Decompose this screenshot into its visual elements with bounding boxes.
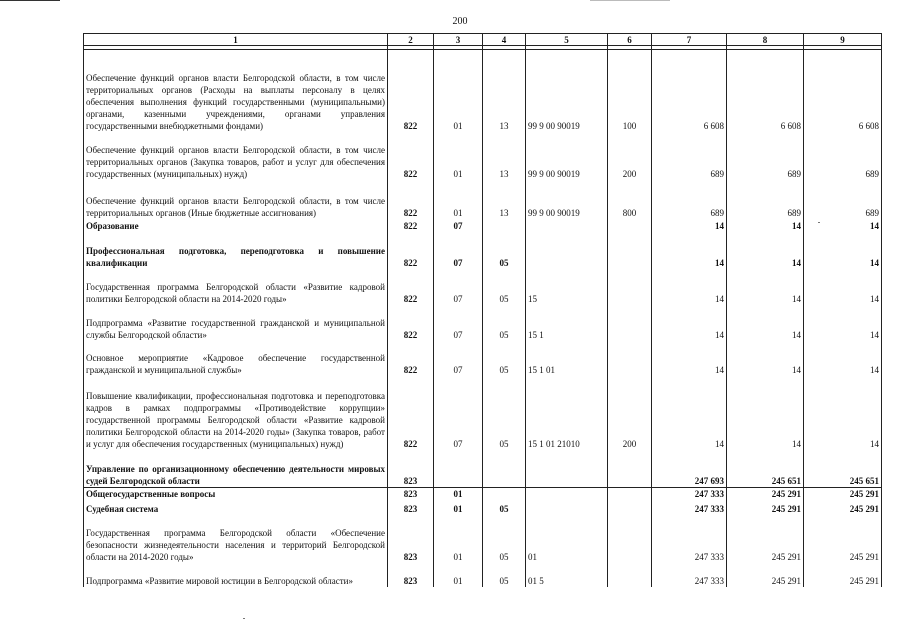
cell-c5: 15 1	[526, 305, 608, 341]
header-cell: 8	[727, 34, 804, 46]
cell-c7: 689	[652, 132, 727, 180]
cell-c5	[526, 219, 608, 232]
cell-c9: 689	[804, 180, 882, 219]
cell-c6	[608, 450, 652, 488]
cell-c2: 822	[388, 305, 434, 341]
cell-c7: 14	[652, 269, 727, 305]
cell-c2: 822	[388, 50, 434, 132]
cell-c5: 01 5	[526, 563, 608, 587]
scan-mark	[818, 222, 820, 223]
cell-c6	[608, 219, 652, 232]
header-row	[84, 34, 882, 46]
row-name: Обеспечение функций органов власти Белгородской области, в том числе территориальных органов (Расходы на выплаты персоналу в целях обеспечения выполнения функций государственными (муниципальными) органами, казенными учреждениями, органами управления государственными внебюджетными фондами)	[84, 50, 388, 132]
table-row	[84, 500, 882, 515]
cell-c2: 823	[388, 515, 434, 563]
cell-c8: 245 291	[727, 563, 804, 587]
cell-c2: 823	[388, 500, 434, 515]
cell-c7: 247 333	[652, 563, 727, 587]
cell-c9: 245 651	[804, 450, 882, 488]
row-name: Управление по организационному обеспечению деятельности мировых судей Белгородской области	[84, 450, 388, 488]
table-row	[84, 50, 882, 132]
cell-c3: 01	[434, 180, 483, 219]
cell-c6	[608, 515, 652, 563]
row-name: Судебная система	[84, 500, 388, 515]
cell-c3	[434, 450, 483, 488]
cell-c4: 05	[483, 341, 526, 376]
row-name: Подпрограмма «Развитие государственной гражданской и муниципальной службы Белгородской области»	[84, 305, 388, 341]
cell-c5: 99 9 00 90019	[526, 50, 608, 132]
cell-c7: 14	[652, 376, 727, 450]
cell-c9: 14	[804, 305, 882, 341]
header-cell: 2	[388, 34, 434, 46]
table-row	[84, 341, 882, 376]
cell-c8: 245 291	[727, 515, 804, 563]
row-name: Повышение квалификации, профессиональная подготовка и переподготовка кадров в рамках подпрограммы «Противодействие коррупции» государственной программы Белгородской области «Развитие кадровой политики Белгородской области на 2014-2020 годы» (Закупка товаров, работ и услуг для обеспечения государственных (муниципальных) нужд)	[84, 376, 388, 450]
table-row	[84, 515, 882, 563]
row-name: Обеспечение функций органов власти Белгородской области, в том числе территориальных органов (Закупка товаров, работ и услуг для обеспечения государственных (муниципальных) нужд)	[84, 132, 388, 180]
cell-c8: 6 608	[727, 50, 804, 132]
cell-c5	[526, 450, 608, 488]
cell-c4: 05	[483, 269, 526, 305]
cell-c7: 6 608	[652, 50, 727, 132]
cell-c5: 01	[526, 515, 608, 563]
cell-c8: 14	[727, 232, 804, 269]
cell-c3: 07	[434, 269, 483, 305]
cell-c6	[608, 488, 652, 501]
cell-c6: 800	[608, 180, 652, 219]
row-name: Подпрограмма «Развитие мировой юстиции в Белгородской области»	[84, 563, 388, 587]
table-row	[84, 232, 882, 269]
table-row	[84, 132, 882, 180]
cell-c9: 14	[804, 232, 882, 269]
cell-c8: 245 291	[727, 488, 804, 501]
cell-c3: 07	[434, 341, 483, 376]
row-name: Государственная программа Белгородской области «Обеспечение безопасности жизнедеятельности населения и территорий Белгородской области на 2014-2020 годы»	[84, 515, 388, 563]
cell-c3: 07	[434, 232, 483, 269]
header-cell: 6	[608, 34, 652, 46]
table-row	[84, 219, 882, 232]
cell-c7: 14	[652, 341, 727, 376]
row-name: Основное мероприятие «Кадровое обеспечение государственной гражданской и муниципальной службы»	[84, 341, 388, 376]
cell-c6	[608, 563, 652, 587]
cell-c9: 689	[804, 132, 882, 180]
cell-c3: 07	[434, 376, 483, 450]
cell-c8: 689	[727, 132, 804, 180]
header-cell: 3	[434, 34, 483, 46]
cell-c4	[483, 450, 526, 488]
cell-c4: 05	[483, 305, 526, 341]
cell-c7: 247 333	[652, 500, 727, 515]
cell-c9: 245 291	[804, 500, 882, 515]
cell-c7: 689	[652, 180, 727, 219]
cell-c5	[526, 232, 608, 269]
cell-c2: 822	[388, 180, 434, 219]
cell-c3: 07	[434, 219, 483, 232]
cell-c9: 14	[804, 376, 882, 450]
cell-c4: 13	[483, 180, 526, 219]
cell-c4: 05	[483, 232, 526, 269]
cell-c2: 823	[388, 450, 434, 488]
cell-c5	[526, 488, 608, 501]
table-row	[84, 488, 882, 501]
table-row	[84, 563, 882, 587]
cell-c3: 01	[434, 500, 483, 515]
cell-c4: 05	[483, 563, 526, 587]
cell-c7: 14	[652, 232, 727, 269]
cell-c5: 15 1 01	[526, 341, 608, 376]
cell-c2: 822	[388, 132, 434, 180]
cell-c3: 01	[434, 488, 483, 501]
cell-c4: 13	[483, 132, 526, 180]
budget-table	[83, 33, 882, 587]
cell-c2: 822	[388, 341, 434, 376]
cell-c8: 14	[727, 341, 804, 376]
cell-c8: 245 291	[727, 500, 804, 515]
cell-c8: 14	[727, 376, 804, 450]
table-row	[84, 376, 882, 450]
header-cell: 5	[526, 34, 608, 46]
cell-c5	[526, 500, 608, 515]
cell-c5: 15	[526, 269, 608, 305]
cell-c4: 05	[483, 515, 526, 563]
cell-c4: 13	[483, 50, 526, 132]
cell-c9: 245 291	[804, 515, 882, 563]
cell-c7: 247 333	[652, 515, 727, 563]
cell-c9: 14	[804, 219, 882, 232]
cell-c6	[608, 232, 652, 269]
cell-c2: 822	[388, 232, 434, 269]
scan-mark	[243, 618, 245, 619]
cell-c2: 822	[388, 376, 434, 450]
top-rule-left	[0, 0, 60, 1]
table-row	[84, 269, 882, 305]
cell-c7: 14	[652, 219, 727, 232]
cell-c4: 05	[483, 500, 526, 515]
cell-c5: 15 1 01 21010	[526, 376, 608, 450]
cell-c8: 14	[727, 219, 804, 232]
cell-c3: 01	[434, 50, 483, 132]
cell-c9: 245 291	[804, 563, 882, 587]
cell-c7: 14	[652, 305, 727, 341]
row-name: Государственная программа Белгородской области «Развитие кадровой политики Белгородской области на 2014-2020 годы»	[84, 269, 388, 305]
cell-c2: 822	[388, 269, 434, 305]
cell-c9: 14	[804, 341, 882, 376]
cell-c8: 14	[727, 269, 804, 305]
cell-c6	[608, 305, 652, 341]
cell-c9: 14	[804, 269, 882, 305]
row-name: Общегосударственные вопросы	[84, 488, 388, 501]
row-name: Профессиональная подготовка, переподготовка и повышение квалификации	[84, 232, 388, 269]
cell-c6: 200	[608, 376, 652, 450]
cell-c6: 100	[608, 50, 652, 132]
row-name: Обеспечение функций органов власти Белгородской области, в том числе территориальных органов (Иные бюджетные ассигнования)	[84, 180, 388, 219]
cell-c3: 01	[434, 132, 483, 180]
header-cell: 7	[652, 34, 727, 46]
cell-c7: 247 693	[652, 450, 727, 488]
cell-c3: 07	[434, 305, 483, 341]
cell-c4	[483, 488, 526, 501]
cell-c6: 200	[608, 132, 652, 180]
header-cell: 4	[483, 34, 526, 46]
cell-c3: 01	[434, 515, 483, 563]
row-name: Образование	[84, 219, 388, 232]
cell-c4	[483, 219, 526, 232]
cell-c3: 01	[434, 563, 483, 587]
top-rule-right	[590, 0, 670, 1]
page-number: 200	[452, 16, 468, 27]
cell-c6	[608, 500, 652, 515]
table-row	[84, 180, 882, 219]
cell-c2: 823	[388, 488, 434, 501]
cell-c2: 822	[388, 219, 434, 232]
cell-c9: 245 291	[804, 488, 882, 501]
cell-c8: 14	[727, 305, 804, 341]
table-row	[84, 450, 882, 488]
cell-c6	[608, 341, 652, 376]
cell-c8: 245 651	[727, 450, 804, 488]
cell-c6	[608, 269, 652, 305]
table-row	[84, 305, 882, 341]
cell-c8: 689	[727, 180, 804, 219]
cell-c7: 247 333	[652, 488, 727, 501]
cell-c9: 6 608	[804, 50, 882, 132]
header-cell: 9	[804, 34, 882, 46]
header-cell: 1	[84, 34, 388, 46]
cell-c4: 05	[483, 376, 526, 450]
table-body	[84, 50, 882, 588]
cell-c2: 823	[388, 563, 434, 587]
cell-c5: 99 9 00 90019	[526, 132, 608, 180]
cell-c5: 99 9 00 90019	[526, 180, 608, 219]
